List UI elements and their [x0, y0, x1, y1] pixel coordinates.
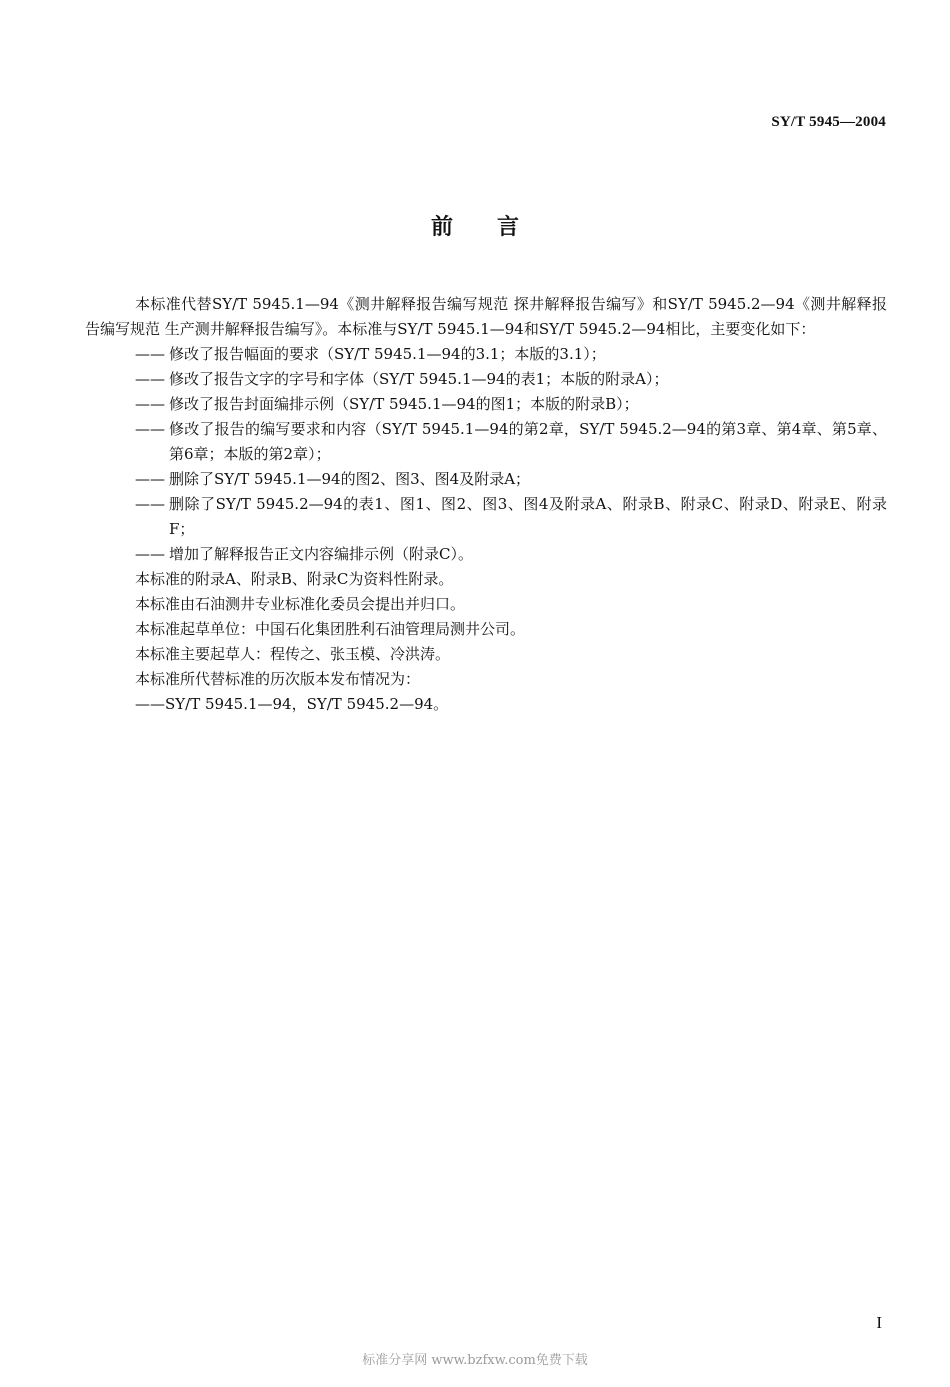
history-item: ——SY/T 5945.1—94，SY/T 5945.2—94。: [135, 695, 449, 713]
dash: ——: [135, 345, 165, 363]
list-item: [85, 392, 887, 417]
page-title: 前言: [430, 215, 563, 240]
list-item: [85, 342, 887, 367]
list-item: [85, 467, 887, 492]
proposer-note: 本标准由石油测井专业标准化委员会提出并归口。: [135, 595, 466, 613]
change-text: 修改了报告封面编排示例（SY/T 5945.1—94的图1；本版的附录B）；: [169, 395, 639, 413]
drafting-unit: 本标准起草单位：中国石化集团胜利石油管理局测井公司。: [135, 620, 526, 638]
change-text: 修改了报告文字的字号和字体（SY/T 5945.1—94的表1；本版的附录A）；: [169, 370, 669, 388]
dash: ——: [135, 370, 165, 388]
intro-paragraph: 本标准代替SY/T 5945.1—94《测井解释报告编写规范 探井解释报告编写》和SY/T 5945.2—94《测井解释报告编写规范 生产测井解释报告编写》。本标准与SY/T 5945.1—94和SY/T 5945.2—94相比，主要变化如下：: [85, 295, 887, 338]
watermark: 标准分享网 www.bzfxw.com免费下载: [362, 1353, 588, 1368]
list-item: [85, 542, 887, 567]
change-text: 删除了SY/T 5945.2—94的表1、图1、图2、图3、图4及附录A、附录B、附录C、附录D、附录E、附录F；: [169, 495, 887, 538]
dash: ——: [135, 395, 165, 413]
history-intro: 本标准所代替标准的历次版本发布情况为：: [135, 670, 421, 688]
change-text: 修改了报告幅面的要求（SY/T 5945.1—94的3.1；本版的3.1）；: [169, 345, 606, 363]
foreword-body: [85, 292, 887, 717]
dash: ——: [135, 420, 165, 438]
appendix-note: 本标准的附录A、附录B、附录C为资料性附录。: [135, 570, 454, 588]
change-text: 修改了报告的编写要求和内容（SY/T 5945.1—94的第2章，SY/T 5945.2—94的第3章、第4章、第5章、第6章；本版的第2章）；: [169, 420, 887, 463]
change-text: 增加了解释报告正文内容编排示例（附录C）。: [169, 545, 473, 563]
list-item: [85, 367, 887, 392]
dash: ——: [135, 545, 165, 563]
dash: ——: [135, 495, 165, 513]
list-item: [85, 417, 887, 467]
standard-code: SY/T 5945—2004: [771, 114, 886, 130]
change-text: 删除了SY/T 5945.1—94的图2、图3、图4及附录A；: [169, 470, 531, 488]
page-number: I: [876, 1313, 882, 1332]
list-item: [85, 492, 887, 542]
drafters: 本标准主要起草人：程传之、张玉模、冷洪涛。: [135, 645, 451, 663]
dash: ——: [135, 470, 165, 488]
changes-list: [85, 342, 887, 567]
